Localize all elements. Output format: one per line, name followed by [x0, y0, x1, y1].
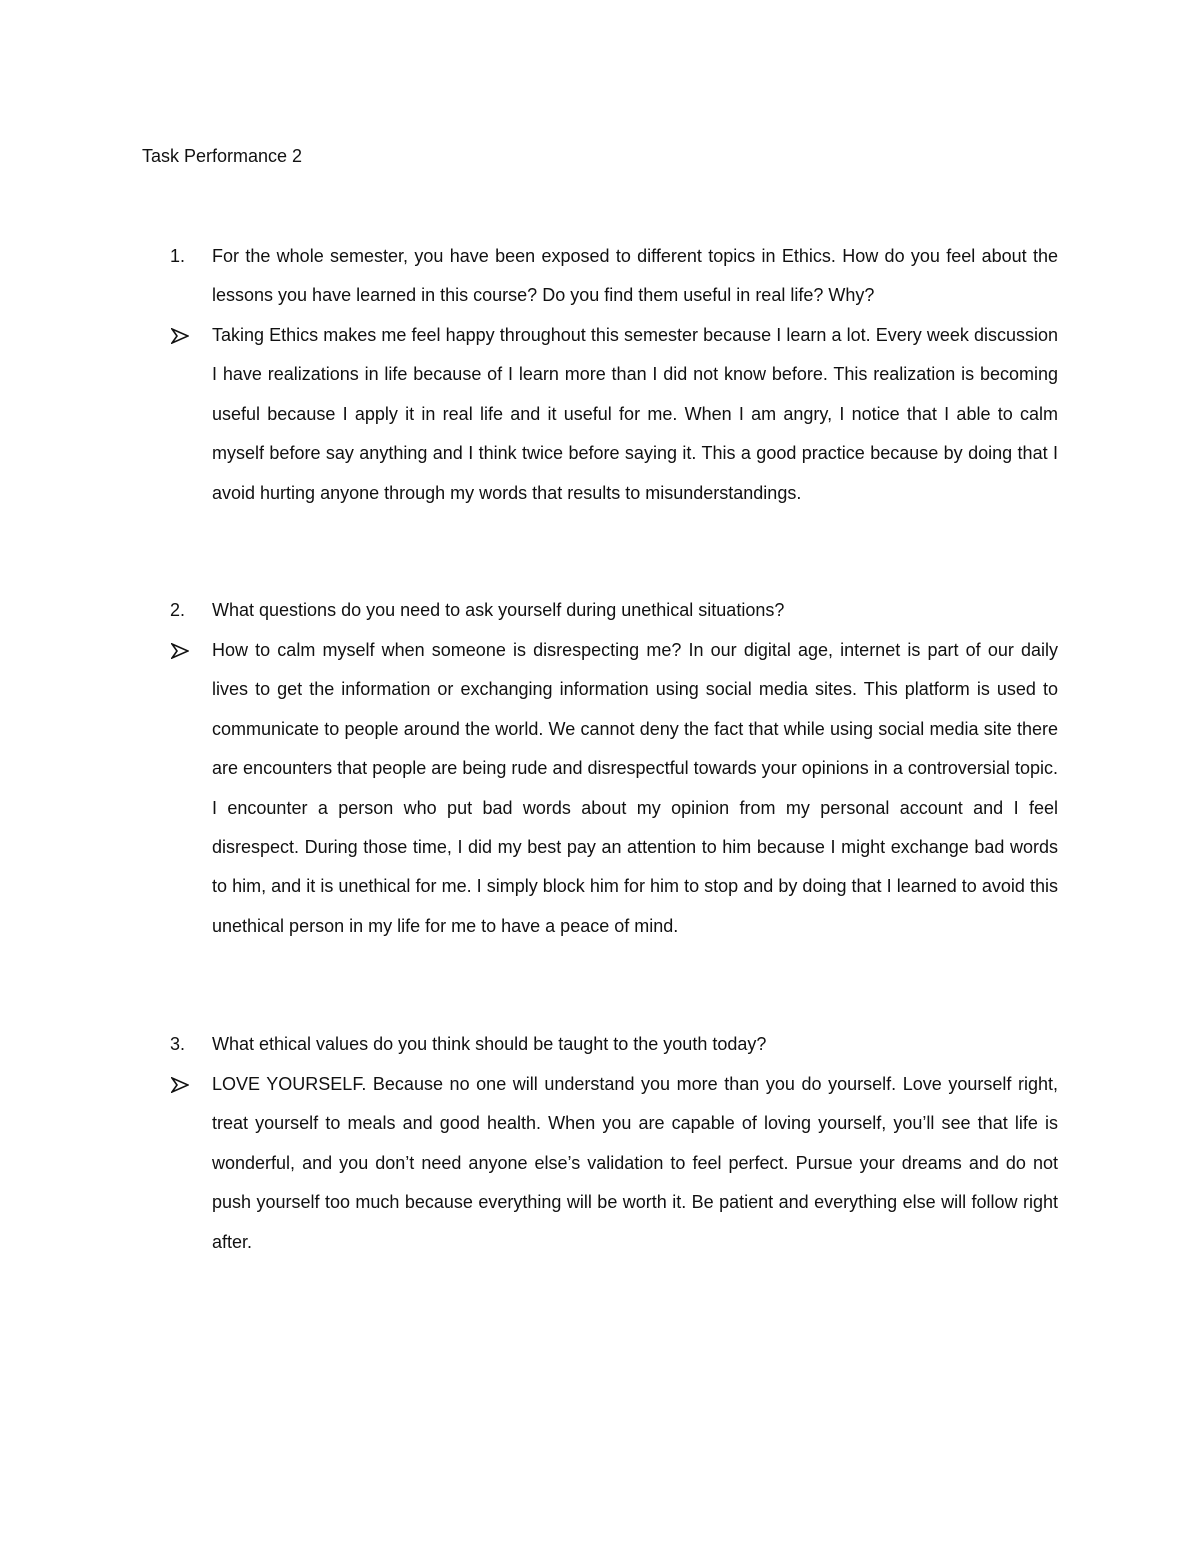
document-title: Task Performance 2 — [142, 146, 303, 166]
question-number-3: 3. — [170, 1034, 186, 1054]
answer-1: Taking Ethics makes me feel happy throughout this semester because I learn a lot. Every week discussion I have realizations in life because of I learn more than I did not know before. This realization is becoming useful because I apply it in real life and it useful for me. When I am angry, I notice that I able to calm myself before say anything and I think twice before saying it. This a good practice because by doing that I avoid hurting anyone through my words that results to misunderstandings. — [212, 325, 1058, 503]
arrowhead-bullet-icon — [171, 1065, 191, 1104]
question-number-1: 1. — [170, 246, 186, 266]
question-2: What questions do you need to ask yourself during unethical situations? — [212, 600, 785, 620]
question-3: What ethical values do you think should be taught to the youth today? — [212, 1034, 767, 1054]
question-number-2: 2. — [170, 600, 186, 620]
answer-2: How to calm myself when someone is disrespecting me? In our digital age, internet is part of our daily lives to get the information or exchanging information using social media sites. This platform is used to communicate to people around the world. We cannot deny the fact that while using social media site there are encounters that people are being rude and disrespectful towards your opinions in a controversial topic. I encounter a person who put bad words about my opinion from my personal account and I feel disrespect. During those time, I did my best pay an attention to him because I might exchange bad words to him, and it is unethical for me. I simply block him for him to stop and by doing that I learned to avoid this unethical person in my life for me to have a peace of mind. — [212, 640, 1058, 936]
arrowhead-bullet-icon — [171, 631, 191, 670]
answer-3: LOVE YOURSELF. Because no one will understand you more than you do yourself. Love yourself right, treat yourself to meals and good health. When you are capable of loving yourself, you’ll see that life is wonderful, and you don’t need anyone else’s validation to feel perfect. Pursue your dreams and do not push yourself too much because everything will be worth it. Be patient and everything else will follow right after. — [212, 1074, 1058, 1252]
question-1: For the whole semester, you have been exposed to different topics in Ethics. How do you feel about the lessons you have learned in this course? Do you find them useful in real life? Why? — [212, 246, 1058, 306]
arrowhead-bullet-icon — [171, 316, 191, 355]
